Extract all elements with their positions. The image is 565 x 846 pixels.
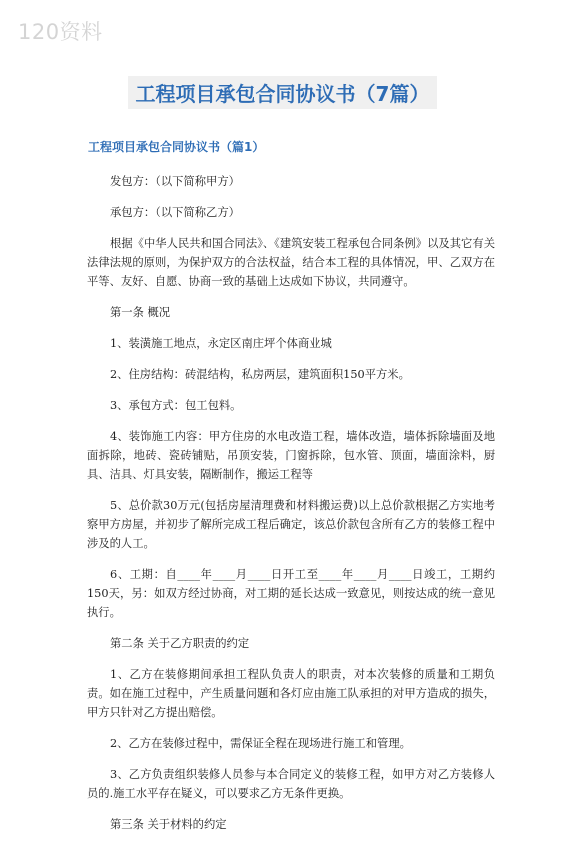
paragraph-item: 2、住房结构：砖混结构，私房两层，建筑面积150平方米。 — [110, 368, 410, 381]
watermark: 120资料 — [18, 20, 103, 44]
section-heading: 工程项目承包合同协议书（篇1） — [88, 140, 265, 154]
document-title: 工程项目承包合同协议书（7篇） — [128, 76, 438, 109]
paragraph-item: 6、工期：自____年____月____日开工至____年____月____日竣工，工期约150天，另：如双方经过协商，对工期的延长达成一致意见，则按达成的统一意见执行。 — [87, 568, 495, 619]
paragraph-item: 1、乙方在装修期间承担工程队负责人的职责，对本次装修的质量和工期负责。如在施工过程中，产生质量问题和各灯应由施工队承担的对甲方造成的损失，甲方只针对乙方提出赔偿。 — [87, 668, 495, 719]
paragraph-contractor: 承包方：（以下简称乙方） — [110, 206, 240, 219]
paragraph-item: 4、装饰施工内容：甲方住房的水电改造工程，墙体改造，墙体拆除墙面及地面拆除，地砖、瓷砖铺贴，吊顶安装，门窗拆除，包水管、顶面，墙面涂料，厨具、洁具、灯具安装，隔断制作，搬运工程等 — [87, 430, 495, 481]
article-heading-1: 第一条 概况 — [110, 306, 171, 319]
title-container — [0, 76, 565, 109]
paragraph-preamble: 根据《中华人民共和国合同法》、《建筑安装工程承包合同条例》以及其它有关法律法规的原则，为保护双方的合法权益，结合本工程的具体情况，甲、乙双方在平等、友好、自愿、协商一致的基础上达成如下协议，共同遵守。 — [87, 237, 495, 288]
paragraph-item: 1、装潢施工地点，永定区南庄坪个体商业城 — [110, 337, 332, 350]
paragraph-issuer: 发包方：（以下简称甲方） — [110, 175, 240, 188]
document-body — [87, 172, 495, 846]
paragraph-item: 2、乙方在装修过程中，需保证全程在现场进行施工和管理。 — [110, 737, 411, 750]
article-heading-2: 第二条 关于乙方职责的约定 — [110, 637, 250, 650]
paragraph-item: 5、总价款30万元(包括房屋清理费和材料搬运费)以上总价款根据乙方实地考察甲方房屋，并初步了解所完成工程后确定，该总价款包含所有乙方的装修工程中涉及的人工。 — [87, 499, 495, 550]
paragraph-item: 3、乙方负责组织装修人员参与本合同定义的装修工程，如甲方对乙方装修人员的.施工水平存在疑义，可以要求乙方无条件更换。 — [87, 768, 495, 800]
paragraph-item: 3、承包方式：包工包料。 — [110, 399, 242, 412]
article-heading-3: 第三条 关于材料的约定 — [110, 818, 227, 831]
